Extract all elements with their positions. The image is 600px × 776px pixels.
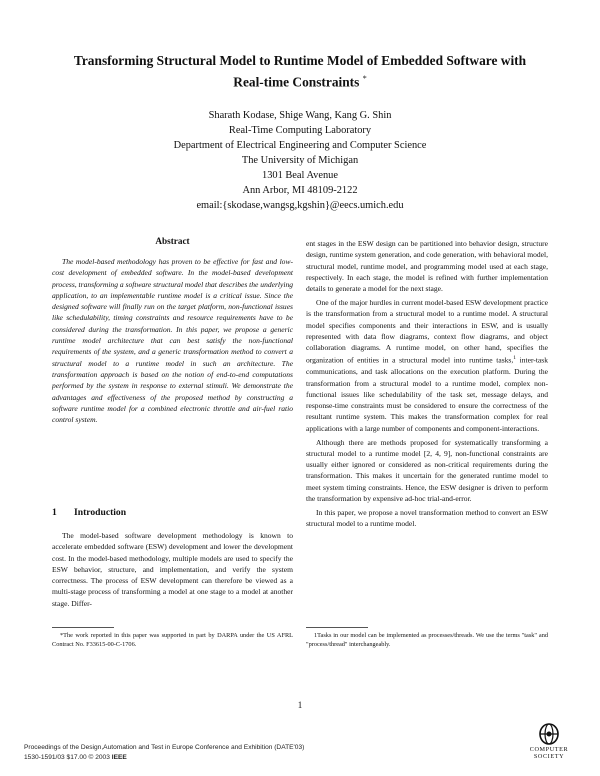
author-lab: Real-Time Computing Laboratory bbox=[228, 125, 372, 136]
computer-society-logo bbox=[518, 722, 580, 766]
intro-paragraph-1: The model-based software development methodology is known to accelerate embedded software (ESW) development and lower the development cost. In the model-based methodology, multiple models are used to specify the ESW behavior, structure, and implementation, and verify the system correctness. The process of ESW development can therefore be viewed as a multi-stage process of transforming a model at one stage to a model at another stage. Differ- bbox=[52, 531, 293, 608]
section-heading-introduction bbox=[52, 507, 293, 518]
section-number: 1 bbox=[52, 507, 57, 518]
paper-title bbox=[40, 52, 560, 91]
footer-line-2: 1530-1591/03 $17.00 © 2003 IEEE bbox=[24, 754, 127, 761]
footnote-rule-left bbox=[52, 627, 114, 628]
right-column-body bbox=[306, 238, 548, 529]
introduction-body bbox=[52, 530, 293, 609]
logo-line-1: COMPUTER bbox=[529, 746, 569, 753]
footnote-ref-1: 1 bbox=[513, 355, 516, 362]
footnote-left: *The work reported in this paper was supported in part by DARPA under the US AFRL Contract No. F33615-00-C-1706. bbox=[52, 632, 293, 648]
title-footnote-mark: * bbox=[362, 74, 367, 83]
footer-line-1: Proceedings of the Design,Automation and Test in Europe Conference and Exhibition (DATE'03) bbox=[24, 744, 305, 751]
right-paragraph-4: In this paper, we propose a novel transformation method to convert an ESW structural model to a runtime model. bbox=[306, 507, 548, 529]
right-paragraph-1: ent stages in the ESW design can be partitioned into behavior design, structure design, runtime system generation, and code generation, with behavioral model, structural model, runtime model, and programming model used at each stage, respectively. In each stage, the model is refined with further implementation details to generate a model for the next stage. bbox=[306, 239, 548, 294]
logo-line-2: SOCIETY bbox=[533, 753, 565, 760]
title-line-2: Real-time Constraints * bbox=[233, 74, 367, 90]
proceedings-footer bbox=[24, 743, 304, 763]
footnote-rule-right bbox=[306, 627, 368, 628]
abstract-heading: Abstract bbox=[155, 236, 190, 246]
author-city: Ann Arbor, MI 48109-2122 bbox=[242, 185, 358, 196]
title-line-1: Transforming Structural Model to Runtime Model of Embedded Software with bbox=[73, 53, 527, 68]
abstract-paragraph: The model-based methodology has proven to be effective for fast and low-cost development of embedded software. In the model-based development process, transforming a software structural model that describes the underlying application, to an implementable runtime model is a critical issue. Since the designed software will finally run on the target platform, non-functional issues like schedulability, timing constraints and resource requirements have to be considered during the transformation. In this paper, we propose a generic runtime model architecture that can best satisfy the non-functional requirements of the system, and a generic transformation method to convert a structural model to a runtime model in such an architecture. The transformation approach is based on the notion of end-to-end computations performed by the system in response to external stimuli. We demonstrate the advantages and effectiveness of the proposed method by constructing a software runtime model for a combined electronic throttle and air-fuel ratio control system. bbox=[52, 257, 293, 425]
section-title: Introduction bbox=[74, 507, 127, 518]
abstract-body bbox=[52, 256, 293, 425]
ieee-mark: IEEE bbox=[111, 754, 127, 761]
author-block bbox=[90, 108, 510, 213]
author-names: Sharath Kodase, Shige Wang, Kang G. Shin bbox=[208, 110, 392, 121]
author-email: email:{skodase,wangsg,kgshin}@eecs.umich.edu bbox=[196, 200, 404, 211]
right-paragraph-2: One of the major hurdles in current model-based ESW development practice is the transformation from a structural model to a runtime model. A structural model specifies components and their interactions in ESW, and is usually represented with data flow diagrams, context flow diagrams, and object collaboration diagrams. A runtime model, on other hand, specifies the organization of entities in a structural model into runtime tasks,$^1$ inter-task communications, and task allocations on the execution platform. During the transformation from a structural model to a runtime model, complex non-functional issues like schedulability of the task set, message delays, and response-time constraints must be considered to ensure the correctness of the resultant runtime system. This makes the transformation complex for real applications with a large number of components and component-interactions. bbox=[306, 297, 548, 433]
footnote-right: 1Tasks in our model can be implemented as processes/threads. We use the terms "task" and "process/thread" interchangeably. bbox=[306, 632, 548, 648]
author-university: The University of Michigan bbox=[241, 155, 359, 166]
right-paragraph-3: Although there are methods proposed for systematically transforming a structural model to a runtime model [2, 4, 9], non-functional constraints are usually either ignored or considered as non-critical requirements during the transformation. This makes it uncertain for the generated runtime model to meet system timing constraints. Hence, the ESW designer is driven to perform the transformation by expensive ad-hoc trial-and-error. bbox=[306, 437, 548, 504]
author-street: 1301 Beal Avenue bbox=[262, 170, 338, 181]
author-department: Department of Electrical Engineering and Computer Science bbox=[173, 140, 427, 151]
computer-society-emblem-icon bbox=[518, 722, 580, 746]
page-number: 1 bbox=[297, 700, 303, 710]
